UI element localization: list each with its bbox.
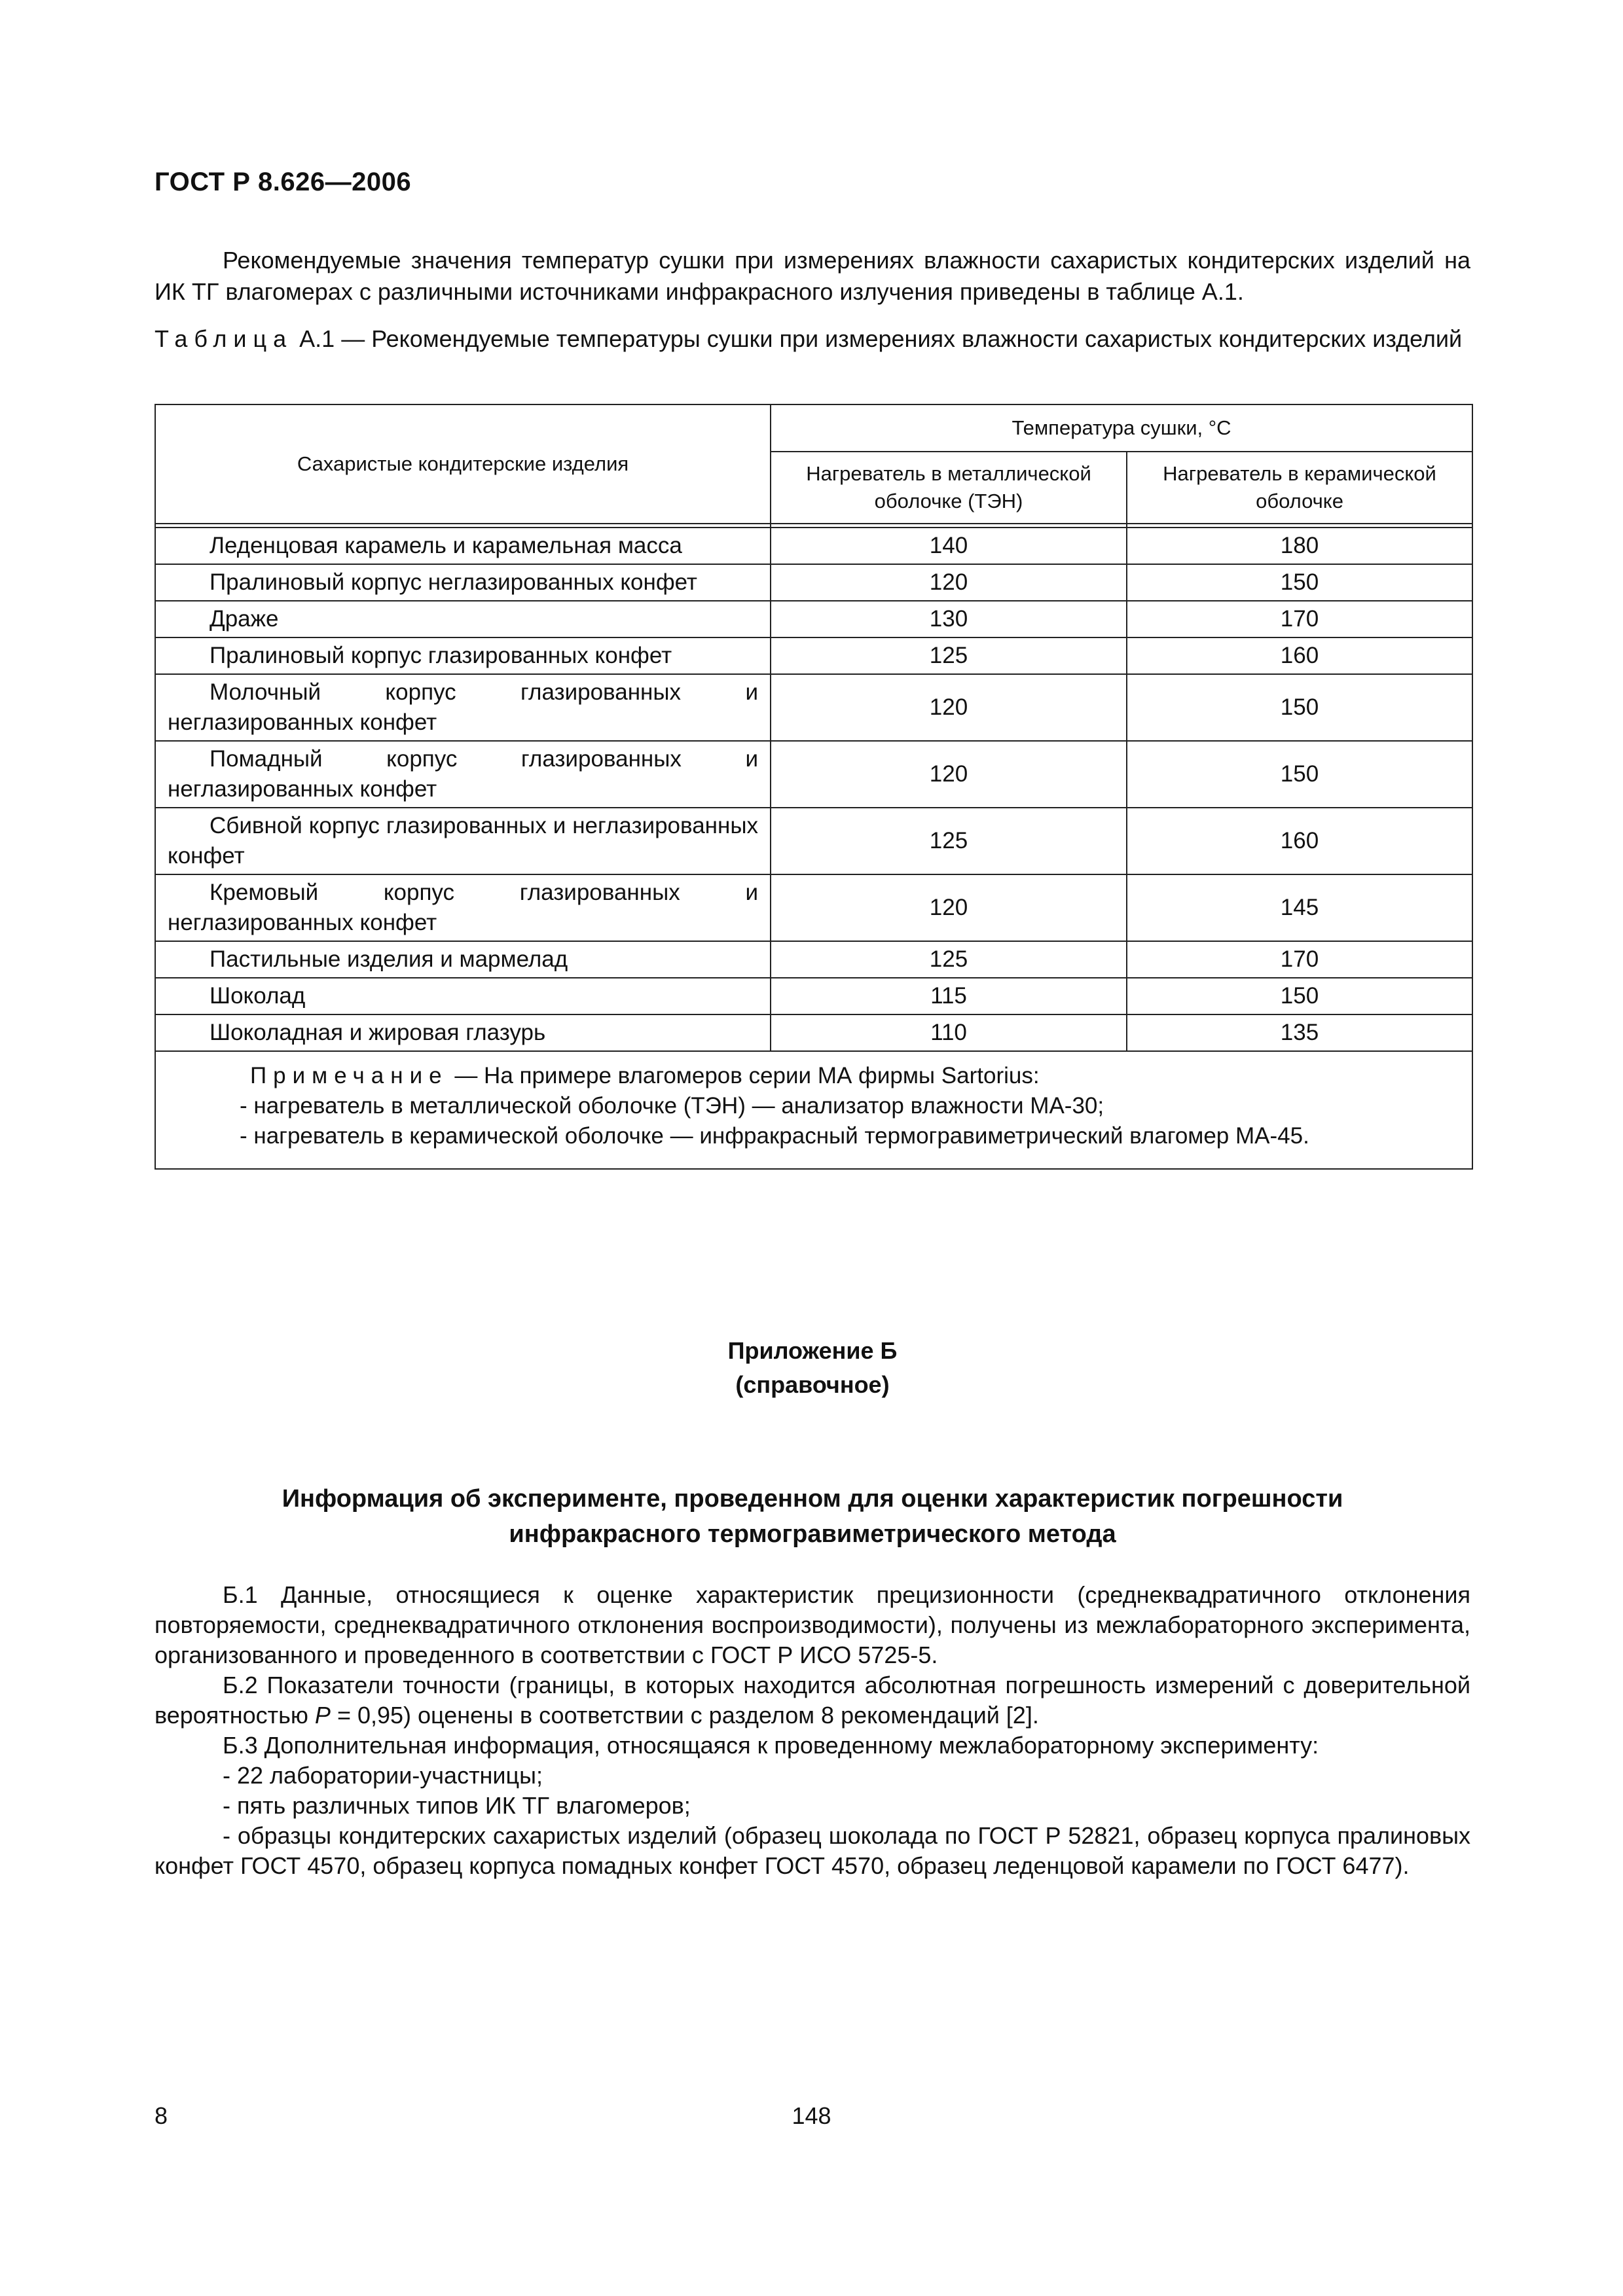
- product-name: Помадный корпус глазированных и неглазированных конфет: [155, 741, 771, 808]
- intro-paragraph: Рекомендуемые значения температур сушки при измерениях влажности сахаристых кондитерских изделий на ИК ТГ влагомерах с различными источниками инфракрасного излучения приведены в таблице А.1.: [155, 247, 1470, 305]
- temp-metal: 130: [771, 601, 1127, 637]
- note-line-2: - нагреватель в керамической оболочке — инфракрасный термогравиметрический влагомер МА-45.: [240, 1123, 1309, 1149]
- product-name: Кремовый корпус глазированных и неглазированных конфет: [155, 874, 771, 941]
- note-line-1: - нагреватель в металлической оболочке (ТЭН) — анализатор влажности МА-30;: [240, 1093, 1104, 1119]
- temp-ceramic: 150: [1127, 674, 1472, 741]
- note-text: — На примере влагомеров серии МА фирмы Sartorius:: [448, 1063, 1040, 1088]
- table-row: [155, 808, 1472, 874]
- appendix-title-line-1: Информация об эксперименте, проведенном для оценки характеристик погрешности: [282, 1485, 1343, 1513]
- temp-ceramic: 160: [1127, 808, 1472, 874]
- page-number-left: 8: [155, 2102, 168, 2129]
- note-heading: [168, 1061, 1460, 1091]
- table-note-row: [155, 1051, 1472, 1169]
- table-row: [155, 1014, 1472, 1051]
- header-heater-metal: Нагреватель в металлической оболочке (ТЭН): [771, 452, 1127, 524]
- paragraph-b2-variable: Р: [314, 1702, 331, 1729]
- document-code: ГОСТ Р 8.626—2006: [155, 168, 412, 196]
- note-label: Примечание: [250, 1063, 448, 1088]
- temp-ceramic: 150: [1127, 741, 1472, 808]
- temp-ceramic: 170: [1127, 941, 1472, 978]
- table-row: [155, 978, 1472, 1014]
- paragraph-b2: [155, 1670, 1470, 1731]
- temp-ceramic: 150: [1127, 978, 1472, 1014]
- table-caption-label: Таблица: [155, 325, 293, 352]
- temp-metal: 125: [771, 941, 1127, 978]
- temp-ceramic: 180: [1127, 528, 1472, 564]
- temp-ceramic: 170: [1127, 601, 1472, 637]
- temp-metal: 115: [771, 978, 1127, 1014]
- table-row: [155, 741, 1472, 808]
- temp-ceramic: 145: [1127, 874, 1472, 941]
- paragraph-b1: Б.1 Данные, относящиеся к оценке характеристик прецизионности (среднеквадратичного отклонения повторяемости, среднеквадратичного отклонения воспроизводимости), получены из межлабораторного эксперимента, организованного и проведенного в соответствии с ГОСТ Р ИСО 5725-5.: [155, 1581, 1470, 1668]
- header-product: Сахаристые кондитерские изделия: [155, 404, 771, 524]
- temp-metal: 120: [771, 874, 1127, 941]
- table-note: [155, 1051, 1472, 1169]
- temp-metal: 120: [771, 674, 1127, 741]
- header-temperature: Температура сушки, °С: [771, 404, 1472, 452]
- header-heater-ceramic: Нагреватель в керамической оболочке: [1127, 452, 1472, 524]
- paragraph-b2-part1: Б.2 Показатели точности (границы, в которых находится абсолютная погрешность измерений с доверительной вероятностью: [155, 1672, 1470, 1729]
- product-name: Пралиновый корпус неглазированных конфет: [155, 564, 771, 601]
- list-item: - 22 лаборатории-участницы;: [223, 1762, 543, 1789]
- table-row: [155, 674, 1472, 741]
- page-number-center: 148: [792, 2102, 831, 2129]
- list-item: - пять различных типов ИК ТГ влагомеров;: [223, 1792, 691, 1819]
- temp-metal: 110: [771, 1014, 1127, 1051]
- table-row: [155, 528, 1472, 564]
- product-name: Шоколад: [155, 978, 771, 1014]
- paragraph-b3: Б.3 Дополнительная информация, относящаяся к проведенному межлабораторному эксперименту:: [223, 1732, 1319, 1759]
- product-name: Драже: [155, 601, 771, 637]
- temp-metal: 120: [771, 741, 1127, 808]
- temp-metal: 125: [771, 808, 1127, 874]
- drying-temperature-table: [155, 404, 1473, 1170]
- table-caption: [155, 323, 1470, 355]
- table-row: [155, 564, 1472, 601]
- table-row: [155, 601, 1472, 637]
- temp-metal: 125: [771, 637, 1127, 674]
- temp-ceramic: 150: [1127, 564, 1472, 601]
- product-name: Леденцовая карамель и карамельная масса: [155, 528, 771, 564]
- product-name: Пралиновый корпус глазированных конфет: [155, 637, 771, 674]
- table-caption-text: А.1 — Рекомендуемые температуры сушки при измерениях влажности сахаристых кондитерских изделий: [293, 325, 1463, 352]
- table-row: [155, 637, 1472, 674]
- product-name: Пастильные изделия и мармелад: [155, 941, 771, 978]
- appendix-type: (справочное): [735, 1371, 890, 1398]
- paragraph-b2-part2: = 0,95) оценены в соответствии с разделом 8 рекомендаций [2].: [330, 1702, 1039, 1729]
- appendix-body: [155, 1580, 1470, 1881]
- list-item: - образцы кондитерских сахаристых изделий (образец шоколада по ГОСТ Р 52821, образец корпуса пралиновых конфет ГОСТ 4570, образец корпуса помадных конфет ГОСТ 4570, образец леденцовой карамели по ГОСТ 6477).: [155, 1822, 1470, 1879]
- temp-ceramic: 160: [1127, 637, 1472, 674]
- product-name: Молочный корпус глазированных и неглазированных конфет: [155, 674, 771, 741]
- temp-metal: 120: [771, 564, 1127, 601]
- appendix-title-line-2: инфракрасного термогравиметрического метода: [509, 1520, 1116, 1548]
- temp-metal: 140: [771, 528, 1127, 564]
- product-name: Сбивной корпус глазированных и неглазированных конфет: [155, 808, 771, 874]
- product-name: Шоколадная и жировая глазурь: [155, 1014, 771, 1051]
- table-row: [155, 874, 1472, 941]
- appendix-label: Приложение Б: [727, 1337, 898, 1364]
- temp-ceramic: 135: [1127, 1014, 1472, 1051]
- table-row: [155, 941, 1472, 978]
